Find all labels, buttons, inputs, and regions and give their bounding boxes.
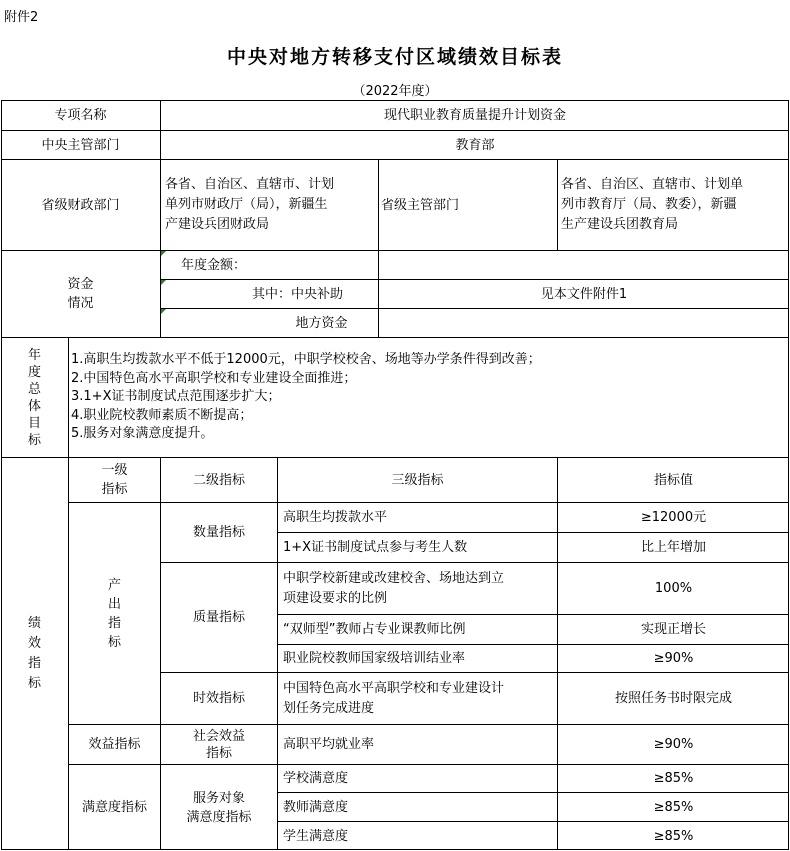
funds-label-line: 情况	[67, 296, 94, 311]
project-name-label: 专项名称	[54, 107, 107, 123]
section-label-char: 绩	[27, 616, 41, 631]
prov-dept-label: 省级主管部门	[381, 197, 460, 213]
prov-dept-line: 各省、自治区、直辖市、计划单	[561, 177, 744, 192]
goal-label-char: 年	[27, 347, 41, 363]
output-label-char: 标	[107, 634, 121, 650]
prov-finance-value	[161, 160, 378, 250]
page-title: 中央对地方转移支付区域绩效目标表	[226, 46, 563, 68]
output-indicator-label	[69, 503, 160, 724]
prov-finance-line: 各省、自治区、直辖市、计划	[165, 177, 335, 192]
performance-indicators-label	[1, 458, 68, 850]
annex-label: 附件2	[4, 10, 39, 25]
annual-goals-label	[1, 338, 68, 457]
funds-label-line: 资金	[67, 277, 94, 292]
header-level1	[69, 458, 160, 502]
satisfaction-indicator-label: 满意度指标	[81, 800, 147, 815]
section-label-char: 效	[27, 636, 41, 651]
indicator-name-line: 中国特色高水平高职学校和专业建设计	[283, 680, 505, 696]
goal-item: 4.职业院校教师素质不断提高；	[71, 407, 253, 423]
social-benefit-label	[161, 725, 277, 764]
indicator-value: 比上年增加	[640, 540, 706, 555]
social-benefit-line: 指标	[205, 745, 232, 761]
prov-dept-value	[558, 160, 789, 250]
indicator-value: ≥85%	[653, 771, 694, 786]
indicator-value: ≥90%	[653, 651, 694, 666]
header-level3: 三级指标	[391, 472, 444, 488]
header-level1-line: 指标	[101, 482, 128, 497]
central-subsidy-value: 见本文件附件1	[540, 286, 628, 302]
header-level1-line: 一级	[101, 463, 128, 478]
indicator-name	[278, 563, 557, 614]
goal-label-char: 目	[27, 415, 41, 431]
goal-item: 3.1+X证书制度试点范围逐步扩大；	[71, 389, 281, 405]
indicator-name: 高职平均就业率	[283, 737, 375, 752]
annual-goals-list	[69, 338, 789, 457]
prov-dept-line: 列市教育厅（局、教委），新疆	[561, 197, 737, 212]
indicator-value: ≥90%	[653, 737, 694, 752]
central-dept-label: 中央主管部门	[41, 137, 120, 153]
prov-dept-line: 生产建设兵团教育局	[561, 217, 679, 232]
goal-label-char: 体	[27, 398, 41, 414]
goal-item: 5.服务对象满意度提升。	[71, 426, 214, 442]
year-label: （2022年度）	[352, 84, 438, 99]
section-label-char: 标	[27, 676, 41, 691]
service-sat-line: 满意度指标	[186, 809, 252, 825]
header-value: 指标值	[653, 472, 693, 488]
indicator-name-line: 中职学校新建或改建校舍、场地达到立	[283, 570, 505, 586]
indicator-name: “双师型”教师占专业课教师比例	[283, 622, 466, 637]
header-level2: 二级指标	[192, 472, 245, 488]
quantity-indicator-label: 数量指标	[192, 525, 245, 540]
indicator-value: ≥85%	[653, 799, 694, 815]
output-label-char: 产	[107, 577, 121, 593]
annual-amount-label: 年度金额：	[181, 257, 247, 273]
indicator-name: 1+X证书制度试点参与考生人数	[283, 540, 468, 555]
project-name-value: 现代职业教育质量提升计划资金	[383, 107, 566, 123]
indicator-value: ≥85%	[653, 828, 694, 844]
prov-finance-line: 单列市财政厅（局），新疆生	[165, 197, 328, 212]
timeliness-indicator-label: 时效指标	[192, 691, 245, 706]
indicator-name: 学校满意度	[283, 771, 349, 786]
output-label-char: 指	[107, 615, 121, 631]
social-benefit-line: 社会效益	[192, 728, 245, 744]
prov-finance-line: 产建设兵团财政局	[165, 217, 270, 232]
central-subsidy-label: 其中：中央补助	[251, 286, 343, 302]
goal-label-char: 度	[27, 364, 41, 380]
goal-item: 2.中国特色高水平高职学校和专业建设全面推进；	[71, 370, 357, 386]
indicator-value: 100%	[654, 581, 693, 596]
output-label-char: 出	[107, 596, 121, 612]
goal-item: 1.高职生均拨款水平不低于12000元，中职学校校舍、场地等办学条件得到改善；	[71, 352, 541, 368]
indicator-name-line: 划任务完成进度	[283, 700, 375, 716]
indicator-value: ≥12000元	[640, 510, 707, 525]
indicator-value: 实现正增长	[640, 622, 706, 637]
goal-label-char: 总	[27, 381, 41, 397]
local-funds-label: 地方资金	[295, 315, 348, 331]
section-label-char: 指	[27, 656, 41, 671]
quality-indicator-label: 质量指标	[192, 610, 245, 625]
indicator-name: 高职生均拨款水平	[283, 510, 388, 525]
prov-finance-label: 省级财政部门	[41, 197, 120, 213]
indicator-name: 教师满意度	[283, 799, 349, 815]
indicator-name: 职业院校教师国家级培训结业率	[283, 651, 466, 666]
indicator-value: 按照任务书时限完成	[614, 691, 732, 706]
funds-label	[1, 251, 160, 337]
indicator-name	[278, 673, 557, 724]
indicator-name: 学生满意度	[283, 828, 349, 844]
indicator-name-line: 项建设要求的比例	[283, 590, 388, 606]
central-dept-value: 教育部	[455, 137, 495, 153]
benefit-indicator-label: 效益指标	[88, 737, 141, 752]
service-satisfaction-label	[161, 765, 277, 850]
service-sat-line: 服务对象	[192, 790, 245, 806]
goal-label-char: 标	[27, 432, 41, 448]
